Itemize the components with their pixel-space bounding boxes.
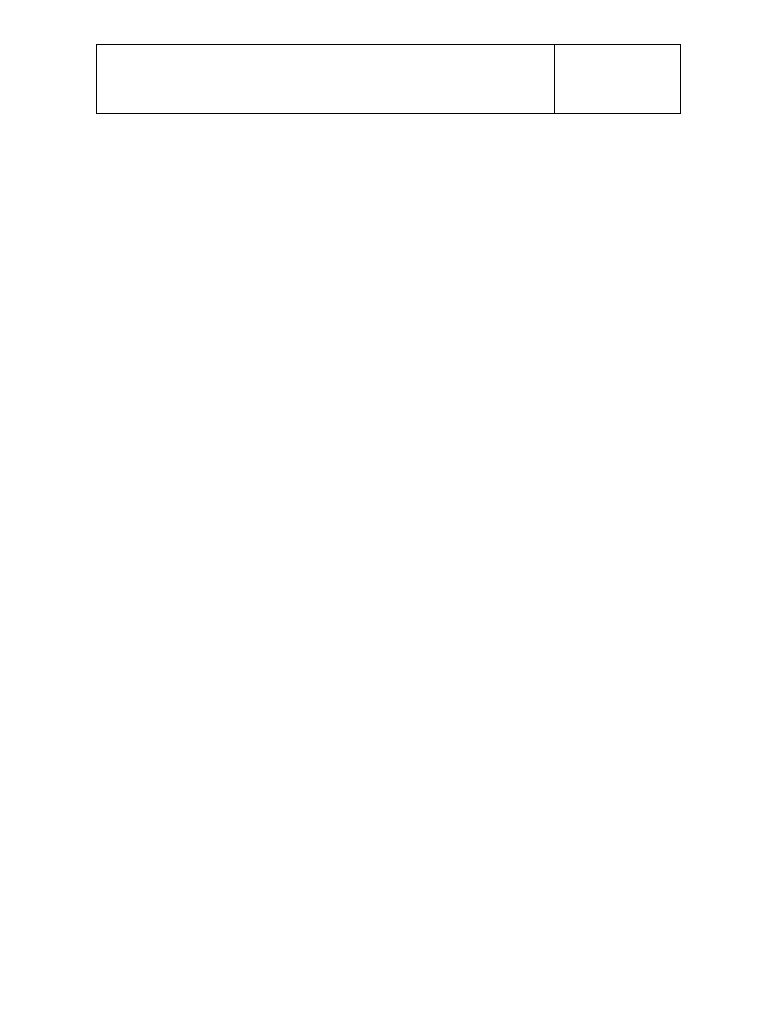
logo-bg (72, 961, 106, 985)
header-divider (554, 45, 555, 113)
document-header (96, 44, 681, 114)
nespak-logo-mark (72, 961, 106, 985)
company-logo (72, 960, 272, 986)
